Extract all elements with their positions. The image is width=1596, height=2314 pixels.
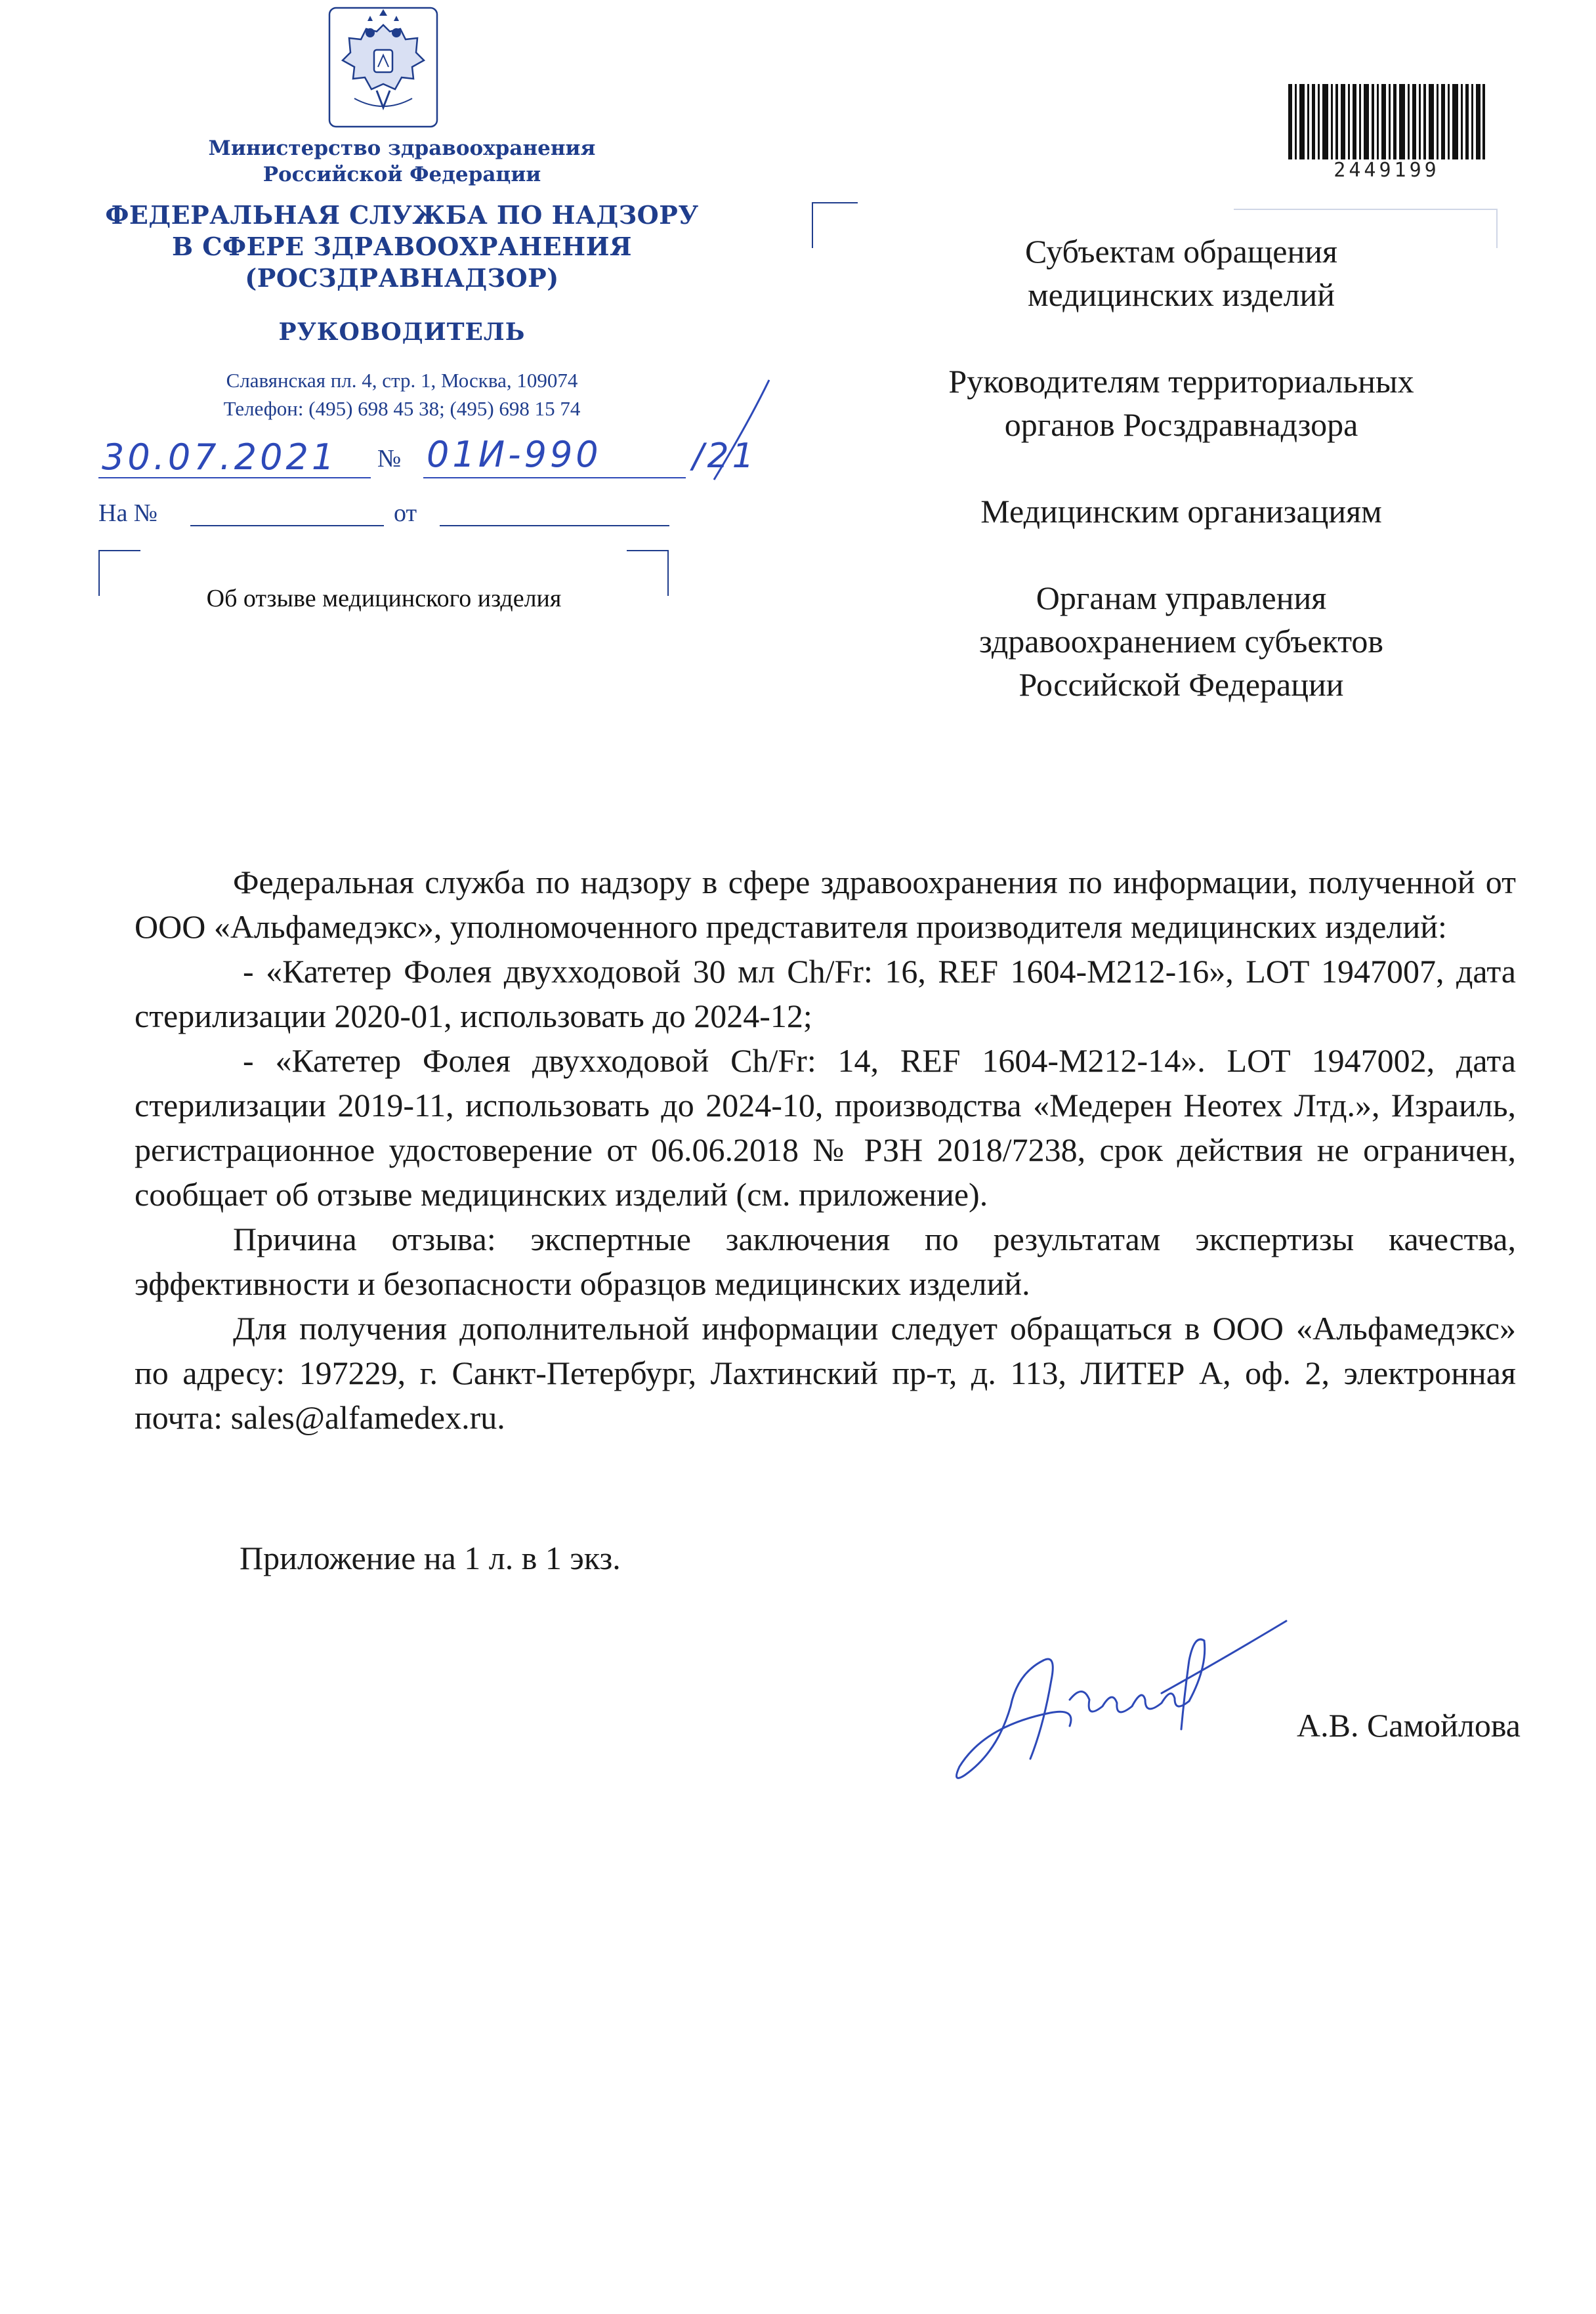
service-name-line2: В СФЕРЕ ЗДРАВООХРАНЕНИЯ [171,232,633,261]
ministry-name-line1: Министерство здравоохранения [208,137,596,160]
ot-label-wrap [394,499,417,528]
recipient-1 [833,230,1529,316]
letter-body [135,860,1516,1440]
ministry-name-line2: Российской Федерации [262,163,541,186]
appendix-note: Приложение на 1 л. в 1 экз. [240,1540,621,1576]
signer-name: А.В. Самойлова [1297,1707,1521,1744]
service-name-line1: ФЕДЕРАЛЬНАЯ СЛУЖБА ПО НАДЗОРУ [105,200,699,230]
recipients-block [833,230,1529,749]
recipient-4-line2: здравоохранением субъектов [978,623,1384,660]
phone-line: Телефон: (495) 698 45 38; (495) 698 15 74 [223,397,581,420]
body-paragraph-reason: Причина отзыва: экспертные заключения по результатам экспертизы качества, эффективности и безопасности образцов медицинских изделий. [135,1221,1516,1302]
service-name-line3: (РОСЗДРАВНАДЗОР) [245,263,559,293]
signature-icon [945,1614,1312,1798]
recipient-4 [833,576,1529,706]
barcode-number: 2449199 [1334,159,1440,182]
coat-of-arms-icon [328,7,438,128]
handwritten-slash-stroke-icon [709,377,774,482]
recipient-2-line2: органов Росздравнадзора [1004,406,1358,443]
handwritten-date: 30.07.2021 [102,436,338,478]
recipient-2 [833,360,1529,446]
ot-label: от [394,499,417,527]
barcode-icon [1288,84,1485,159]
body-paragraph-intro: Федеральная служба по надзору в сфере здравоохранения по информации, полученной от ООО «Альфамедэкс», уполномоченного представителя производителя медицинских изделий: [135,864,1516,945]
recipient-1-line1: Субъектам обращения [1025,233,1337,270]
recipient-4-line3: Российской Федерации [1018,666,1344,703]
outgoing-number-row [98,436,788,489]
subject-line: Об отзыве медицинского изделия [206,585,562,612]
recipient-2-line1: Руководителям территориальных [948,363,1414,400]
body-item-2: - «Катетер Фолея двухходовой Ch/Fr: 14, REF 1604-M212-14». LOT 1947002, дата стерилизации 2019-11, использовать до 2024-10, производства «Медерен Неотех Лтд.», Израиль, регистрационное удостоверение от 06.06.2018 № РЗН 2018/7238, срок действия не ограничен, сообщает об отзыве медицинских изделий (см. приложение). [135,1042,1516,1213]
recipient-1-line2: медицинских изделий [1027,276,1335,313]
address-line: Славянская пл. 4, стр. 1, Москва, 109074 [226,369,578,392]
recipient-4-line1: Органам управления [1036,579,1327,616]
body-item-1: - «Катетер Фолея двухходовой 30 мл Ch/Fr: 16, REF 1604-M212-16», LOT 1947007, дата стерилизации 2020-01, использовать до 2024-12; [135,953,1516,1034]
body-paragraph-contact: Для получения дополнительной информации следует обращаться в ООО «Альфамедэкс» по адресу: 197229, г. Санкт-Петербург, Лахтинский пр-т, д. 113, ЛИТЕР А, оф. 2, электронная почта: sales@alfamedex.ru. [135,1310,1516,1436]
na-label: На № [98,499,158,527]
recipient-3 [833,490,1529,533]
handwritten-number: 01И-990 [427,434,602,475]
reference-row [98,499,158,528]
head-title: РУКОВОДИТЕЛЬ [278,318,526,346]
handwritten-year: /21 [692,436,757,476]
recipient-3-line1: Медицинским организациям [980,493,1382,530]
number-sign: № [377,445,402,473]
